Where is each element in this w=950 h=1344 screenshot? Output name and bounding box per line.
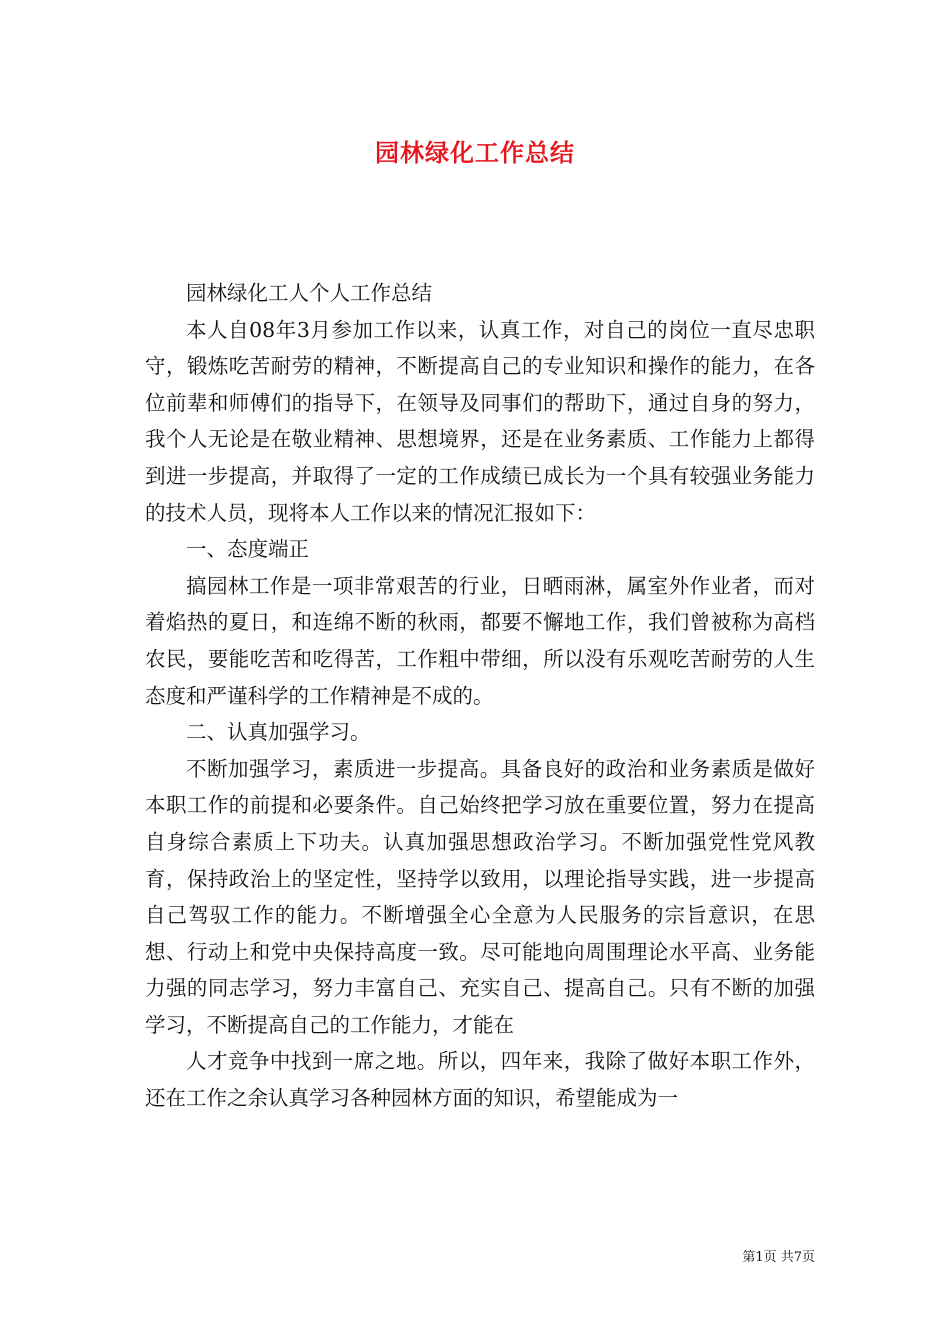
- document-body: [145, 275, 815, 1117]
- section-heading-study: 二、认真加强学习。: [186, 720, 371, 745]
- paragraph-intro: 本人自08年3月参加工作以来，认真工作，对自己的岗位一直尽忠职守，锻炼吃苦耐劳的精神，不断提高自己的专业知识和操作的能力，在各位前辈和师傅们的指导下，在领导及同事们的帮助下，通过自身的努力，我个人无论是在敬业精神、思想境界，还是在业务素质、工作能力上都得到进一步提高，并取得了一定的工作成绩已成长为一个具有较强业务能力的技术人员，现将本人工作以来的情况汇报如下：: [145, 317, 815, 525]
- paragraph-subtitle: 园林绿化工人个人工作总结: [186, 281, 432, 305]
- page-number: 第1页 共7页: [742, 1250, 815, 1265]
- section-heading-attitude: 一、态度端正: [186, 537, 309, 562]
- paragraph-attitude: 搞园林工作是一项非常艰苦的行业，日晒雨淋，属室外作业者，而对着焰热的夏日，和连绵不断的秋雨，都要不懈地工作，我们曾被称为高档农民，要能吃苦和吃得苦，工作粗中带细，所以没有乐观吃苦耐劳的人生态度和严谨科学的工作精神是不成的。: [145, 573, 815, 708]
- document-title: 园林绿化工作总结: [375, 138, 575, 167]
- paragraph-continued: 人才竞争中找到一席之地。所以，四年来，我除了做好本职工作外，还在工作之余认真学习各种园林方面的知识，希望能成为一: [145, 1049, 815, 1111]
- paragraph-study: 不断加强学习，素质进一步提高。具备良好的政治和业务素质是做好本职工作的前提和必要条件。自己始终把学习放在重要位置，努力在提高自身综合素质上下功夫。认真加强思想政治学习。不断加强党性党风教育，保持政治上的坚定性，坚持学以致用，以理论指导实践，进一步提高自己驾驭工作的能力。不断增强全心全意为人民服务的宗旨意识，在思想、行动上和党中央保持高度一致。尽可能地向周围理论水平高、业务能力强的同志学习，努力丰富自己、充实自己、提高自己。只有不断的加强学习，不断提高自己的工作能力，才能在: [145, 756, 815, 1037]
